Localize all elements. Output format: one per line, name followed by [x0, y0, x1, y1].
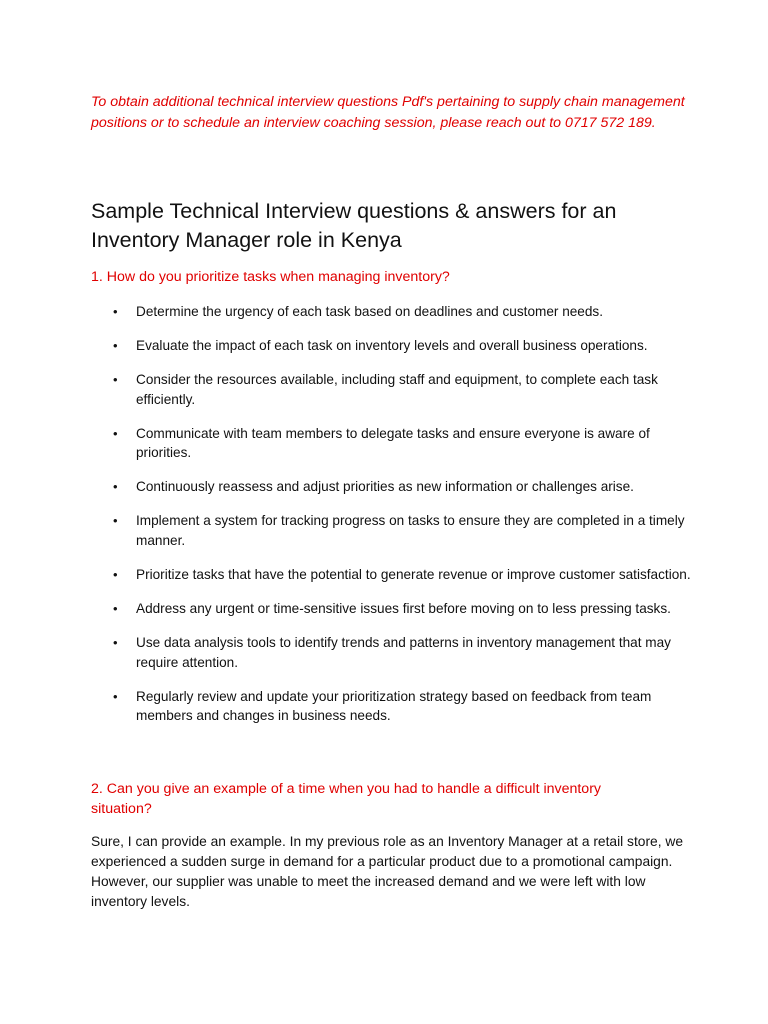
list-item	[91, 302, 691, 322]
bullet-icon: •	[113, 372, 118, 388]
document-title: Sample Technical Interview questions & answers for an Inventory Manager role in Kenya	[91, 199, 617, 252]
question-1-answer-list	[91, 302, 691, 740]
list-item-text: Address any urgent or time-sensitive issues first before moving on to less pressing tasks.	[136, 601, 671, 617]
question-2-answer: Sure, I can provide an example. In my previous role as an Inventory Manager at a retail store, we experienced a sudden surge in demand for a particular product due to a promotional campaign. However, our supplier was unable to meet the increased demand and we were left with low inventory levels.	[91, 834, 684, 909]
bullet-icon: •	[113, 479, 118, 495]
bullet-icon: •	[113, 567, 118, 583]
list-item	[91, 370, 691, 409]
list-item	[91, 633, 691, 672]
question-2-heading: 2. Can you give an example of a time when you had to handle a difficult inventory situation?	[91, 781, 602, 817]
bullet-icon: •	[113, 635, 118, 651]
list-item-text: Prioritize tasks that have the potential to generate revenue or improve customer satisfaction.	[136, 567, 691, 583]
bullet-icon: •	[113, 601, 118, 617]
bullet-icon: •	[113, 338, 118, 354]
list-item-text: Consider the resources available, including staff and equipment, to complete each task efficiently.	[136, 372, 658, 407]
bullet-icon: •	[113, 304, 118, 319]
list-item	[91, 477, 691, 497]
list-item-text: Communicate with team members to delegate tasks and ensure everyone is aware of priorities.	[136, 425, 650, 461]
bullet-icon: •	[113, 513, 118, 529]
list-item	[91, 424, 691, 463]
bullet-icon: •	[113, 688, 118, 704]
list-item-text: Regularly review and update your prioritization strategy based on feedback from team members and changes in business needs.	[136, 688, 652, 724]
list-item-text: Continuously reassess and adjust priorities as new information or challenges arise.	[136, 479, 634, 495]
bullet-icon: •	[113, 425, 118, 441]
list-item	[91, 511, 691, 550]
list-item	[91, 565, 691, 585]
question-1-heading: 1. How do you prioritize tasks when managing inventory?	[91, 269, 450, 285]
list-item-text: Implement a system for tracking progress on tasks to ensure they are completed in a timely manner.	[136, 513, 685, 548]
list-item-text: Determine the urgency of each task based on deadlines and customer needs.	[136, 304, 604, 319]
list-item-text: Evaluate the impact of each task on inventory levels and overall business operations.	[136, 338, 648, 354]
list-item	[91, 687, 691, 726]
list-item-text: Use data analysis tools to identify trends and patterns in inventory management that may require attention.	[136, 635, 671, 670]
list-item	[91, 599, 691, 619]
contact-notice: To obtain additional technical interview questions Pdf's pertaining to supply chain management positions or to schedule an interview coaching session, please reach out to 0717 572 189.	[91, 94, 685, 131]
list-item	[91, 336, 691, 356]
